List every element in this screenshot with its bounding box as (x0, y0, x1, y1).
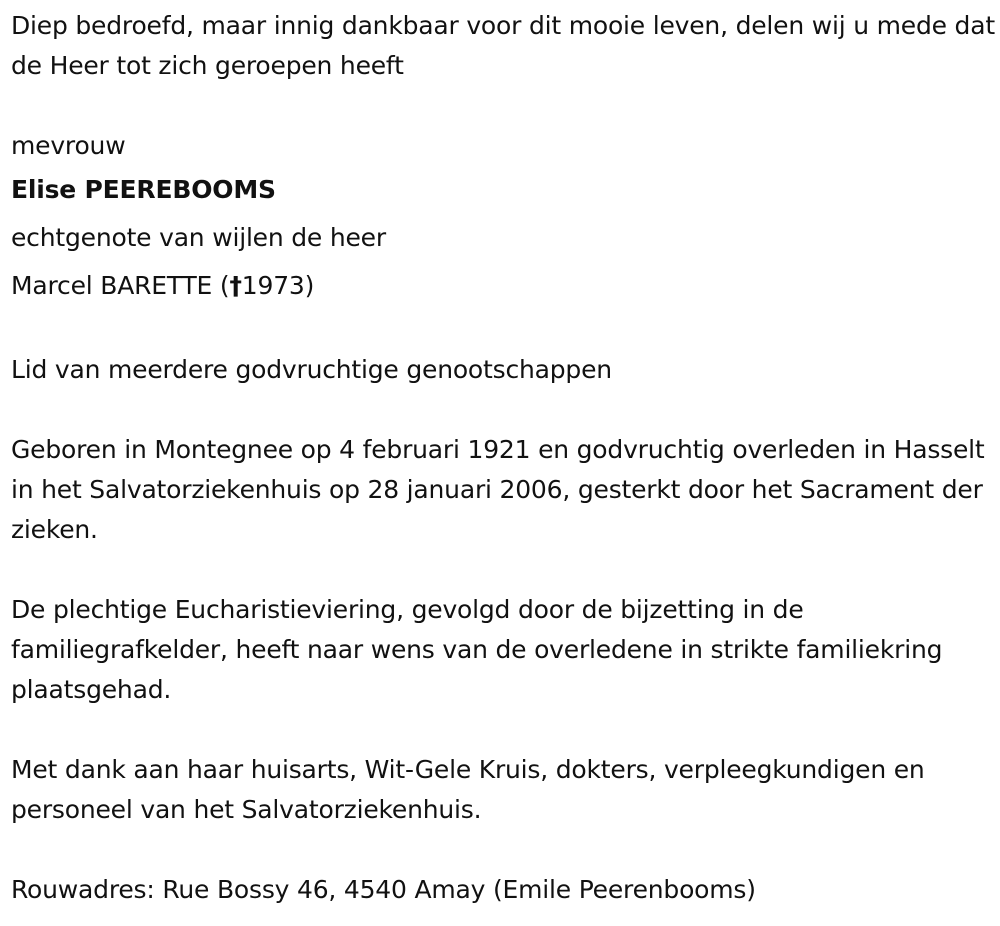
deceased-block (11, 126, 995, 310)
honorific: mevrouw (11, 131, 126, 160)
relation-line: echtgenote van wijlen de heer (11, 223, 386, 252)
spacer (11, 830, 995, 870)
ceremony-paragraph: De plechtige Eucharistieviering, gevolgd door de bijzetting in de familiegrafkelder, heeft naar wens van de overledene in strikte familiekring plaatsgehad. (11, 595, 943, 704)
spacer (11, 310, 995, 350)
thanks-paragraph: Met dank aan haar huisarts, Wit-Gele Kruis, dokters, verpleegkundigen en personeel van het Salvatorziekenhuis. (11, 755, 925, 824)
membership-paragraph: Lid van meerdere godvruchtige genootschappen (11, 355, 612, 384)
spacer (11, 550, 995, 590)
spacer (11, 390, 995, 430)
spouse-year: 1973) (241, 271, 315, 300)
address-paragraph: Rouwadres: Rue Bossy 46, 4540 Amay (Emile Peerenbooms) (11, 875, 756, 904)
intro-paragraph: Diep bedroefd, maar innig dankbaar voor dit mooie leven, delen wij u mede dat de Heer tot zich geroepen heeft (11, 11, 995, 80)
spacer (11, 86, 995, 126)
spouse-name: Marcel BARETTE ( (11, 271, 230, 300)
spacer (11, 710, 995, 750)
cross-icon: † (229, 271, 242, 300)
spouse-line (11, 262, 995, 310)
obituary-text (11, 6, 995, 910)
birth-death-paragraph: Geboren in Montegnee op 4 februari 1921 en godvruchtig overleden in Hasselt in het Salvatorziekenhuis op 28 januari 2006, gesterkt door het Sacrament der zieken. (11, 435, 985, 544)
deceased-name: Elise PEEREBOOMS (11, 175, 276, 204)
